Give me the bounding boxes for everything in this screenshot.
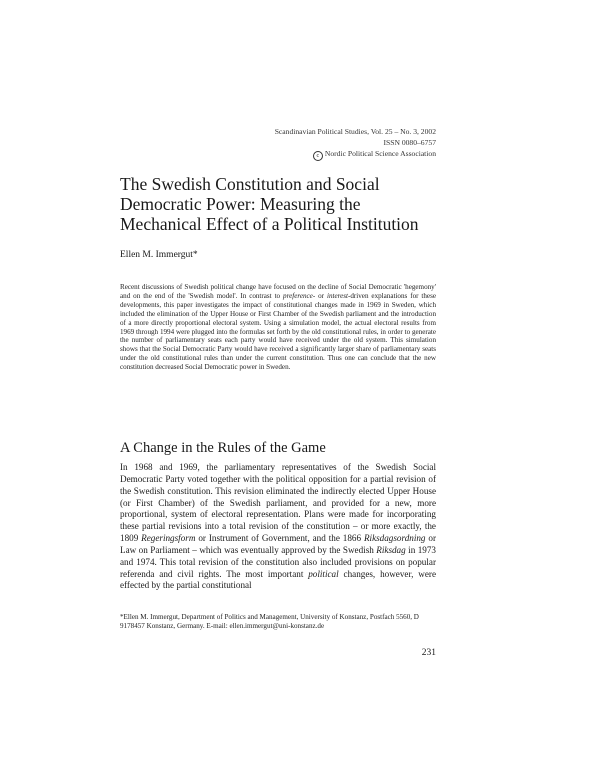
abstract-emphasis: interest-	[326, 291, 351, 300]
body-span: in 1973 and 1974. This total revision of the constitution also included provisions on popular referenda and civil rights. The most important	[120, 544, 436, 579]
title-line: The Swedish Constitution and Social	[120, 174, 380, 194]
page-number: 231	[421, 648, 436, 658]
copyright-icon: c	[313, 151, 323, 161]
issn: ISSN 0080–6757	[383, 138, 436, 147]
title-line: Mechanical Effect of a Political Institution	[120, 214, 419, 234]
body-span: or Law on Parliament – which was eventually approved by the Swedish	[120, 533, 437, 555]
body-text	[120, 462, 436, 592]
copyright-holder: Nordic Political Science Association	[324, 149, 436, 158]
journal-header	[275, 126, 436, 161]
body-emphasis: Regeringsform	[141, 533, 196, 544]
author-name: Ellen M. Immergut*	[120, 250, 198, 260]
abstract-emphasis: preference-	[283, 291, 316, 300]
copyright-line	[275, 148, 436, 161]
article-title	[120, 174, 460, 234]
journal-citation: Scandinavian Political Studies, Vol. 25 – No. 3, 2002	[274, 127, 436, 136]
body-paragraph	[120, 462, 436, 592]
abstract	[120, 283, 436, 372]
body-emphasis: political	[308, 568, 339, 579]
body-span: In 1968 and 1969, the parliamentary representatives of the Swedish Social Democratic Party voted together with the political opposition for a partial revision of the Swedish constitution. This revision eliminated the indirectly elected Upper House (or First Chamber) of the Swedish parliament, and provided for a new, more proportional, system of electoral representation. Plans were made for incorporating these partial revisions into a total revision of the constitution – or more exactly, the 1809	[120, 462, 436, 544]
section-heading: A Change in the Rules of the Game	[120, 440, 326, 456]
body-span: changes, however, were effected by the partial constitutional	[120, 568, 436, 591]
body-span: or Instrument of Government, and the 1866	[195, 533, 364, 544]
abstract-span: driven explanations for these developments, this paper investigates the impact of constitutional changes made in 1969 in Sweden, which included the elimination of the Upper House or First Chamber of the Swedish parliament and the introduction of a more directly proportional electoral system. Using a simulation model, the actual electoral results from 1969 through 1994 were plugged into the formulas set forth by the old constitutional rules, in order to generate the number of parliamentary seats each party would have received under the old system. This simulation shows that the Social Democratic Party would have received a significantly larger share of parliamentary seats under the old constitutional rules than under the current constitution. Thus one can conclude that the new constitution decreased Social Democratic power in Sweden.	[120, 291, 436, 372]
body-emphasis: Riksdagsordning	[363, 533, 426, 544]
title-line: Democratic Power: Measuring the	[120, 194, 361, 214]
footnote-text: *Ellen M. Immergut, Department of Politics and Management, University of Konstanz, Postfach 5560, D 9178457 Konstanz, Germany. E-mail: ellen.immergut@uni-konstanz.de	[120, 613, 419, 631]
abstract-text	[120, 283, 436, 372]
abstract-span: or	[315, 291, 327, 300]
abstract-span: Recent discussions of Swedish political change have focused on the decline of Social Democratic 'hegemony' and on the end of the 'Swedish model'. In contrast to	[120, 283, 436, 300]
body-emphasis: Riksdag	[376, 544, 406, 555]
footnote	[120, 613, 436, 631]
